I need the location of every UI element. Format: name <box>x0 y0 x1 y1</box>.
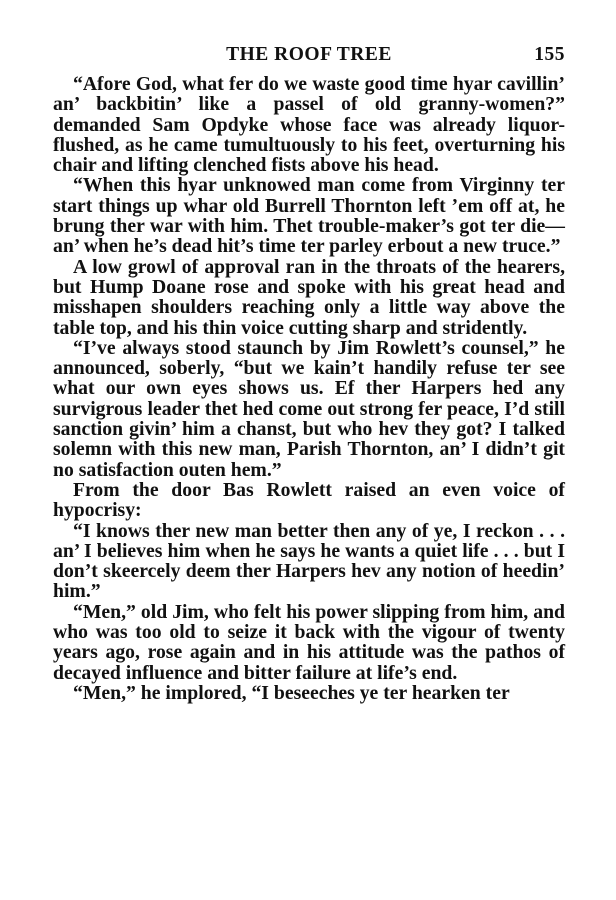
paragraph: “When this hyar unknowed man come from Virginny ter start things up whar old Burrell Thornton left ’em off at, he brung ther war with him. Thet trouble-maker’s got ter die—an’ when he’s dead hit’s time ter parley erbout a new truce.” <box>53 174 565 258</box>
book-page <box>53 44 565 703</box>
page-number: 155 <box>534 44 565 65</box>
paragraph: “Afore God, what fer do we waste good time hyar cavillin’ an’ backbitin’ like a passel of old granny-women?” demanded Sam Opdyke whose face was already liquor-flushed, as he came tumultuously to his feet, overturning his chair and lifting clenched fists above his head. <box>53 73 565 177</box>
paragraph: “I’ve always stood staunch by Jim Rowlett’s counsel,” he announced, soberly, “but we kain’t handily refuse ter see what our own eyes shows us. Ef ther Harpers hed any survigrous leader thet hed come out strong fer peace, I’d still sanction givin’ him a chanst, but who hev they got? I talked solemn with this new man, Parish Thornton, an’ I didn’t git no satisfaction outen hem.” <box>53 336 565 481</box>
paragraph: “Men,” he implored, “I beseeches ye ter hearken ter <box>73 681 510 704</box>
paragraph: From the door Bas Rowlett raised an even voice of hypocrisy: <box>53 478 565 522</box>
paragraph: “I knows ther new man better then any of ye, I reckon . . . an’ I believes him when he says he wants a quiet life . . . but I don’t skeercely deem ther Harpers hev any notion of heedin’ him.” <box>53 519 565 603</box>
paragraph: “Men,” old Jim, who felt his power slipping from him, and who was too old to seize it back with the vigour of twenty years ago, rose again and in his attitude was the pathos of decayed influence and bitter failure at life’s end. <box>53 600 565 684</box>
running-header <box>53 44 565 74</box>
body-text <box>53 74 565 703</box>
running-title: THE ROOF TREE <box>226 44 392 65</box>
paragraph: A low growl of approval ran in the throats of the hearers, but Hump Doane rose and spoke with his great head and misshapen shoulders reaching only a little way above the table top, and his thin voice cutting sharp and stridently. <box>53 255 565 339</box>
